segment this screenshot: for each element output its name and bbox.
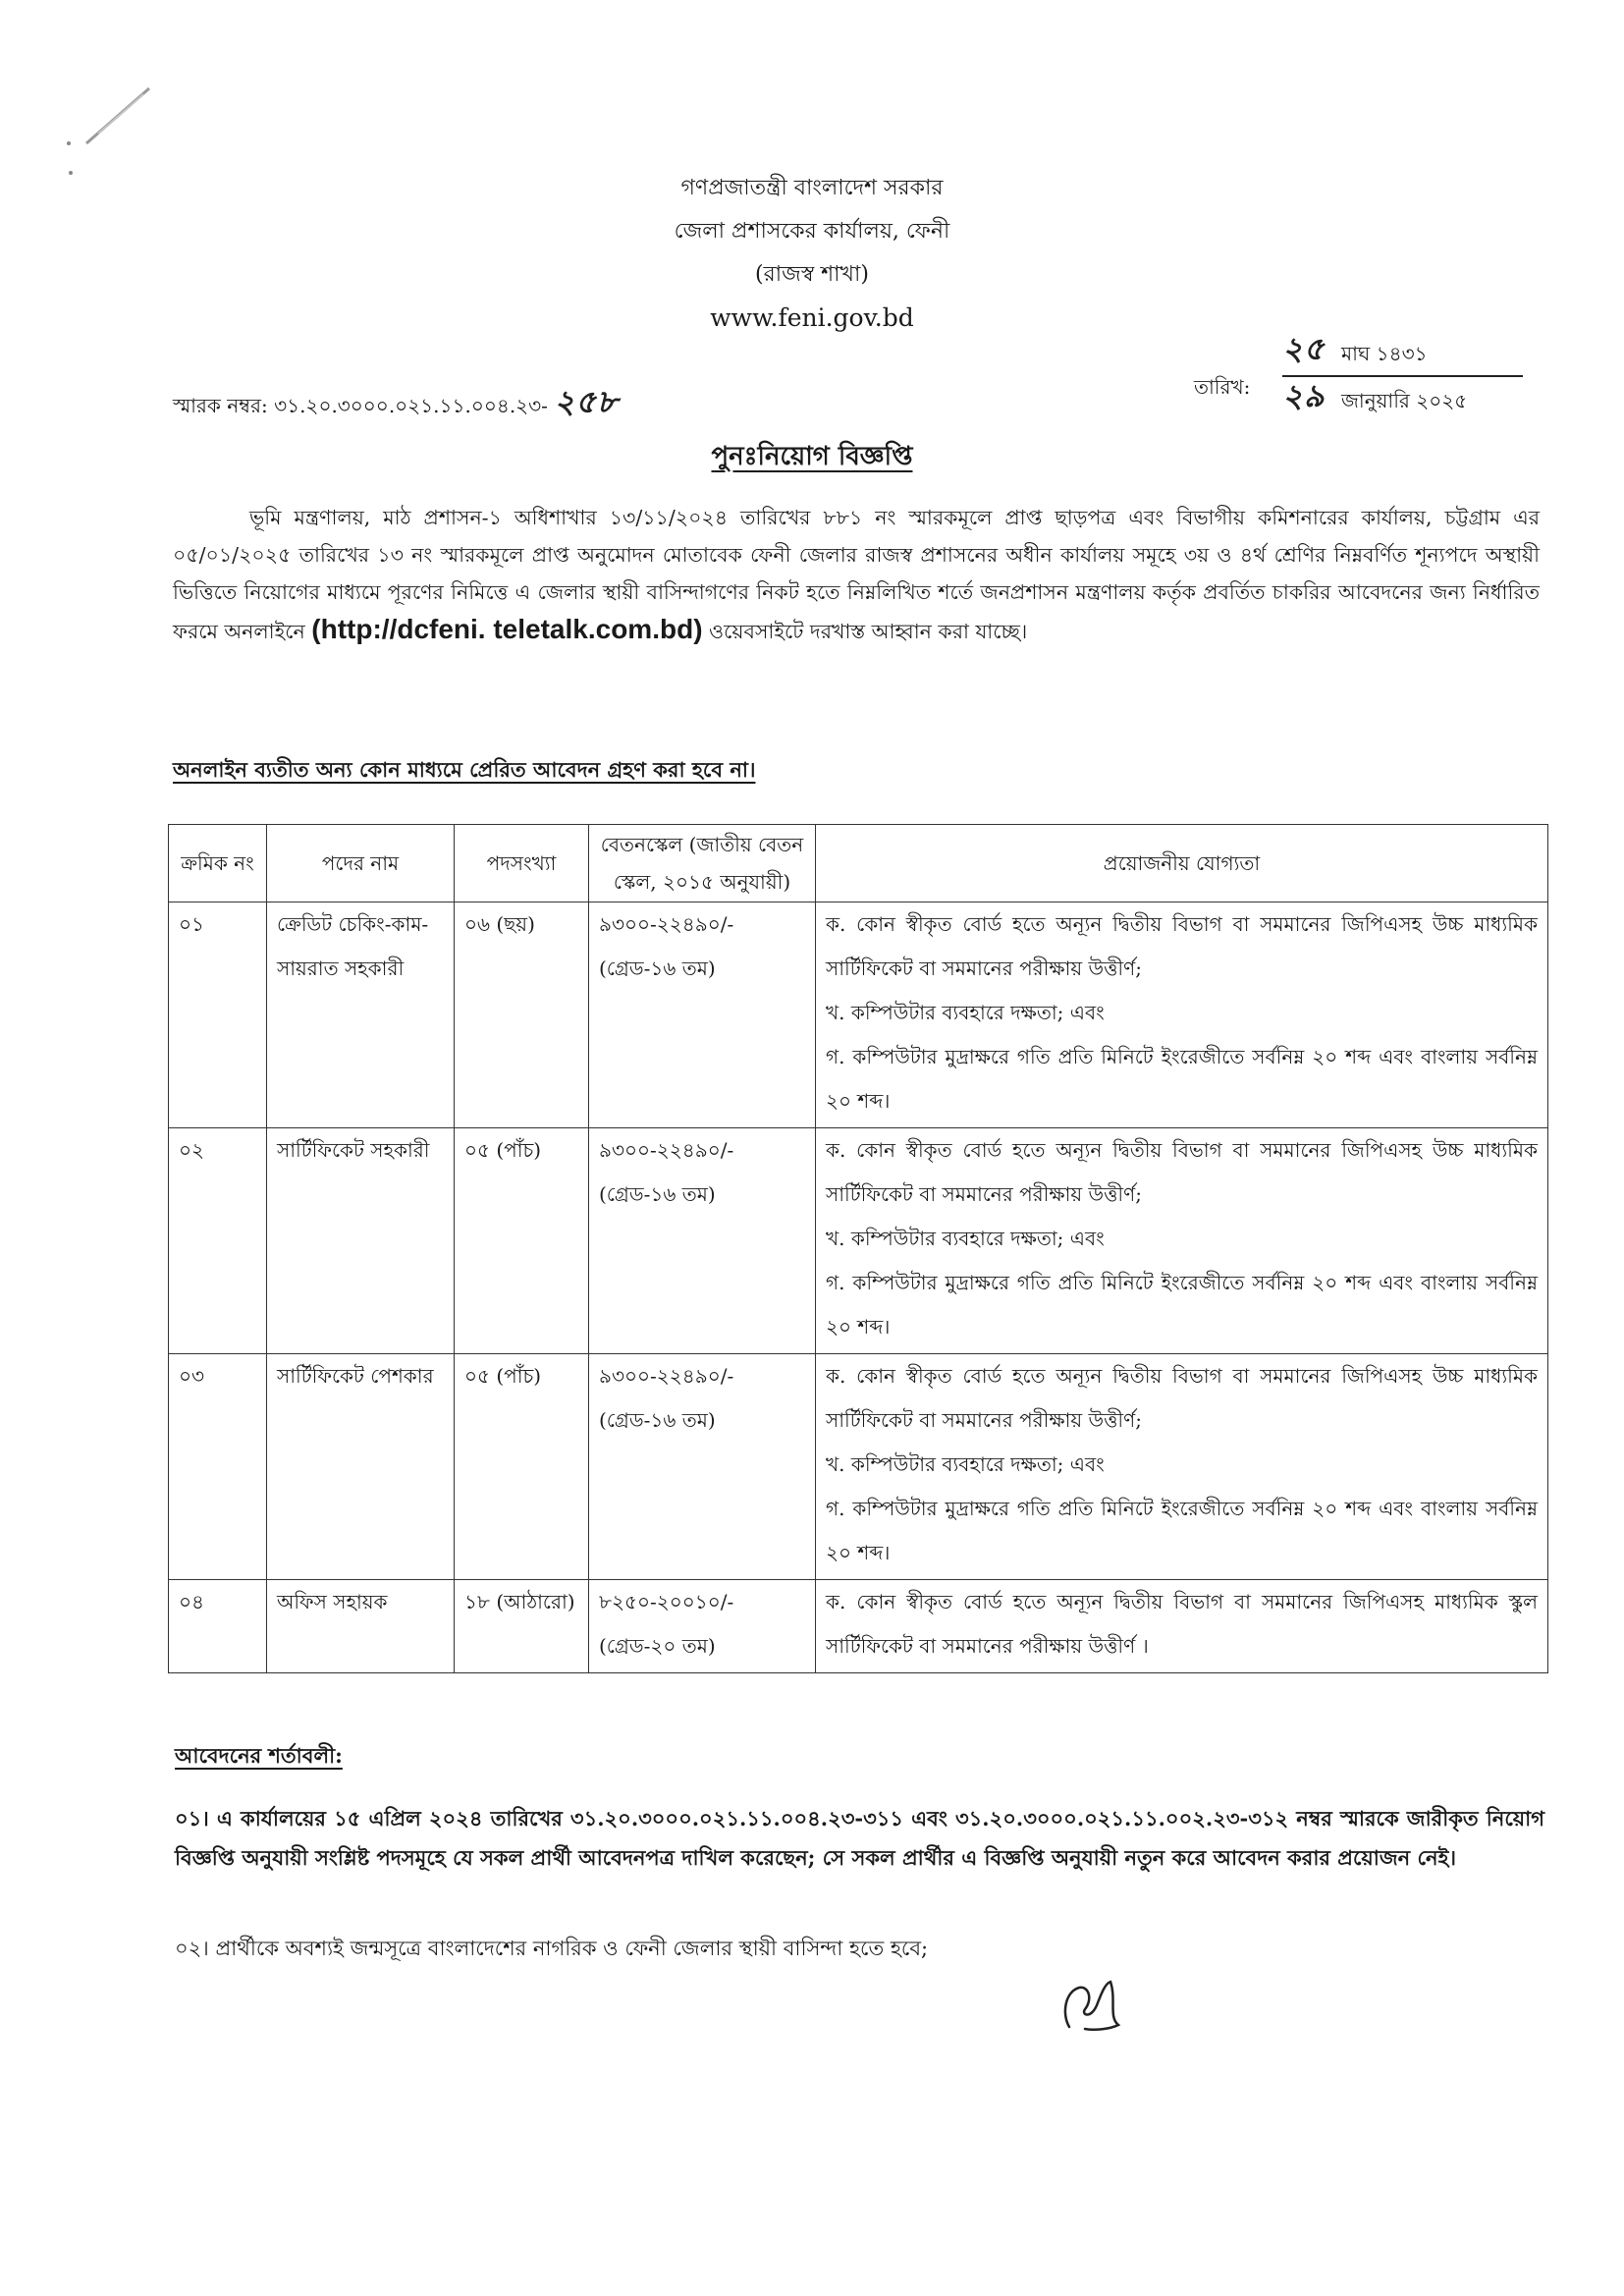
signature-initial xyxy=(1056,1970,1126,2041)
application-url[interactable]: (http://dcfeni. teletalk.com.bd) xyxy=(311,614,703,644)
table-row xyxy=(169,1354,1548,1580)
intro-text: ভূমি মন্ত্রণালয়, মাঠ প্রশাসন-১ অধিশাখার ১৩/১১/২০২৪ তারিখের ৮৮১ নং স্মারকমূলে প্রাপ্ত ছাড়পত্র এবং বিভাগীয় কমিশনারের কার্যালয়, চট্টগ্রাম এর ০৫/০১/২০২৫ তারিখের ১৩ নং স্মারকমূলে প্রাপ্ত অনুমোদন মোতাবেক ফেনী জেলার রাজস্ব প্রশাসনের অধীন কার্যালয় সমূহে ৩য় ও ৪র্থ শ্রেণির নিম্নবর্ণিত শূন্যপদে অস্থায়ী ভিত্তিতে নিয়োগের মাধ্যমে পূরণের নিমিত্তে এ জেলার স্থায়ী বাসিন্দাগণের নিকট হতে নিম্নলিখিত শর্তে জনপ্রশাসন মন্ত্রণালয় কর্তৃক প্রবর্তিত চাকরির আবেদনের জন্য নির্ধারিত ফরমে অনলাইনে xyxy=(173,506,1540,643)
cell-post: সার্টিফিকেট পেশকার xyxy=(267,1354,455,1580)
pay-grade: (গ্রেড-১৬ তম) xyxy=(599,957,716,980)
qualification-b: খ. কম্পিউটার ব্যবহারে দক্ষতা; এবং xyxy=(826,1452,1105,1476)
header-count: পদসংখ্যা xyxy=(455,825,589,902)
cell-pay-scale xyxy=(589,1128,816,1354)
cell-pay-scale xyxy=(589,902,816,1128)
header-serial: ক্রমিক নং xyxy=(169,825,267,902)
government-name: গণপ্রজাতন্ত্রী বাংলাদেশ সরকার xyxy=(680,176,944,200)
date-block xyxy=(1194,330,1528,422)
online-only-note: অনলাইন ব্যতীত অন্য কোন মাধ্যমে প্রেরিত আবেদন গ্রহণ করা হবে না। xyxy=(173,757,756,782)
terms-title: আবেদনের শর্তাবলী: xyxy=(175,1743,343,1768)
cell-pay-scale xyxy=(589,1580,816,1673)
table-row xyxy=(169,1128,1548,1354)
intro-tail: ওয়েবসাইটে দরখাস্ত আহ্বান করা যাচ্ছে। xyxy=(709,620,1028,643)
term-item-1: ০১। এ কার্যালয়ের ১৫ এপ্রিল ২০২৪ তারিখের ৩১.২০.৩০০০.০২১.১১.০০৪.২৩-৩১১ এবং ৩১.২০.৩০০০.০২১.১১.০০২.২৩-৩১২ নম্বর স্মারকে জারীকৃত নিয়োগ বিজ্ঞপ্তি অনুযায়ী সংশ্লিষ্ট পদসমূহে যে সকল প্রার্থী আবেদনপত্র দাখিল করেছেন; সে সকল প্রার্থীর এ বিজ্ঞপ্তি অনুযায়ী নতুন করে আবেদন করার প্রয়োজন নেই। xyxy=(175,1806,1544,1870)
pay-scale-value: ৯৩০০-২২৪৯০/- xyxy=(599,1364,734,1388)
cell-post: ক্রেডিট চেকিং-কাম-সায়রাত সহকারী xyxy=(267,902,455,1128)
cell-count: ০৬ (ছয়) xyxy=(455,902,589,1128)
vacancy-table xyxy=(168,824,1548,1673)
table-row xyxy=(169,1580,1548,1673)
bangla-date xyxy=(1282,330,1518,373)
office-header xyxy=(0,167,1624,340)
cell-qualification xyxy=(816,1128,1548,1354)
office-name: জেলা প্রশাসকের কার্যালয়, ফেনী xyxy=(674,219,950,244)
memo-number xyxy=(173,377,619,430)
pay-scale-value: ৯৩০০-২২৪৯০/- xyxy=(599,1138,734,1162)
english-day: ২৯ xyxy=(1282,377,1326,414)
notice-title xyxy=(0,436,1624,479)
memo-handwritten-number: ২৫৮ xyxy=(554,383,619,420)
header-pay-scale: বেতনস্কেল (জাতীয় বেতন স্কেল, ২০১৫ অনুযায়ী) xyxy=(589,825,816,902)
pay-grade: (গ্রেড-২০ তম) xyxy=(599,1634,716,1658)
cell-serial: ০২ xyxy=(169,1128,267,1354)
qualification-a: ক. কোন স্বীকৃত বোর্ড হতে অন্যূন দ্বিতীয় বিভাগ বা সমমানের জিপিএসহ মাধ্যমিক স্কুল সার্টিফিকেট বা সমমানের পরীক্ষায় উত্তীর্ণ । xyxy=(826,1590,1538,1658)
pay-scale-value: ৮২৫০-২০০১০/- xyxy=(599,1590,734,1613)
pay-grade: (গ্রেড-১৬ তম) xyxy=(599,1408,716,1432)
website-link[interactable]: www.feni.gov.bd xyxy=(710,303,914,332)
cell-qualification xyxy=(816,902,1548,1128)
notice-title-text: পুনঃনিয়োগ বিজ্ঞপ্তি xyxy=(711,442,913,471)
pay-grade: (গ্রেড-১৬ তম) xyxy=(599,1182,716,1206)
qualification-c: গ. কম্পিউটার মুদ্রাক্ষরে গতি প্রতি মিনিটে ইংরেজীতে সর্বনিম্ন ২০ শব্দ এবং বাংলায় সর্বনিম্ন ২০ শব্দ। xyxy=(826,1271,1538,1339)
header-post: পদের নাম xyxy=(267,825,455,902)
pen-mark xyxy=(59,82,167,181)
cell-count: ০৫ (পাঁচ) xyxy=(455,1354,589,1580)
memo-label: স্মারক নম্বর: ৩১.২০.৩০০০.০২১.১১.০০৪.২৩- xyxy=(173,394,548,417)
qualification-b: খ. কম্পিউটার ব্যবহারে দক্ষতা; এবং xyxy=(826,1001,1105,1024)
qualification-a: ক. কোন স্বীকৃত বোর্ড হতে অন্যূন দ্বিতীয় বিভাগ বা সমমানের জিপিএসহ উচ্চ মাধ্যমিক সার্টিফিকেট বা সমমানের পরীক্ষায় উত্তীর্ণ; xyxy=(826,1138,1538,1206)
english-month-year: জানুয়ারি ২০২৫ xyxy=(1341,389,1468,412)
qualification-b: খ. কম্পিউটার ব্যবহারে দক্ষতা; এবং xyxy=(826,1227,1105,1250)
branch-name: (রাজস্ব শাখা) xyxy=(755,262,869,287)
pay-scale-value: ৯৩০০-২২৪৯০/- xyxy=(599,912,734,936)
bangla-day: ২৫ xyxy=(1282,330,1326,367)
header-qualification: প্রয়োজনীয় যোগ্যতা xyxy=(816,825,1548,902)
table-header-row xyxy=(169,825,1548,902)
term-item-2: ০২। প্রার্থীকে অবশ্যই জন্মসূত্রে বাংলাদেশের নাগরিক ও ফেনী জেলার স্থায়ী বাসিন্দা হতে হবে; xyxy=(175,1937,929,1960)
cell-count: ০৫ (পাঁচ) xyxy=(455,1128,589,1354)
cell-serial: ০৩ xyxy=(169,1354,267,1580)
qualification-a: ক. কোন স্বীকৃত বোর্ড হতে অন্যূন দ্বিতীয় বিভাগ বা সমমানের জিপিএসহ উচ্চ মাধ্যমিক সার্টিফিকেট বা সমমানের পরীক্ষায় উত্তীর্ণ; xyxy=(826,1364,1538,1432)
cell-serial: ০১ xyxy=(169,902,267,1128)
cell-post: অফিস সহায়ক xyxy=(267,1580,455,1673)
qualification-c: গ. কম্পিউটার মুদ্রাক্ষরে গতি প্রতি মিনিটে ইংরেজীতে সর্বনিম্ন ২০ শব্দ এবং বাংলায় সর্বনিম্ন ২০ শব্দ। xyxy=(826,1497,1538,1564)
cell-count: ১৮ (আঠারো) xyxy=(455,1580,589,1673)
bangla-month-year: মাঘ ১৪৩১ xyxy=(1341,342,1428,365)
cell-qualification xyxy=(816,1354,1548,1580)
date-label: তারিখ: xyxy=(1194,375,1251,399)
english-date xyxy=(1282,377,1518,420)
cell-post: সার্টিফিকেট সহকারী xyxy=(267,1128,455,1354)
intro-paragraph xyxy=(173,499,1540,650)
cell-serial: ০৪ xyxy=(169,1580,267,1673)
qualification-c: গ. কম্পিউটার মুদ্রাক্ষরে গতি প্রতি মিনিটে ইংরেজীতে সর্বনিম্ন ২০ শব্দ এবং বাংলায় সর্বনিম্ন ২০ শব্দ। xyxy=(826,1045,1538,1113)
table-row xyxy=(169,902,1548,1128)
cell-qualification xyxy=(816,1580,1548,1673)
qualification-a: ক. কোন স্বীকৃত বোর্ড হতে অন্যূন দ্বিতীয় বিভাগ বা সমমানের জিপিএসহ উচ্চ মাধ্যমিক সার্টিফিকেট বা সমমানের পরীক্ষায় উত্তীর্ণ; xyxy=(826,912,1538,980)
cell-pay-scale xyxy=(589,1354,816,1580)
